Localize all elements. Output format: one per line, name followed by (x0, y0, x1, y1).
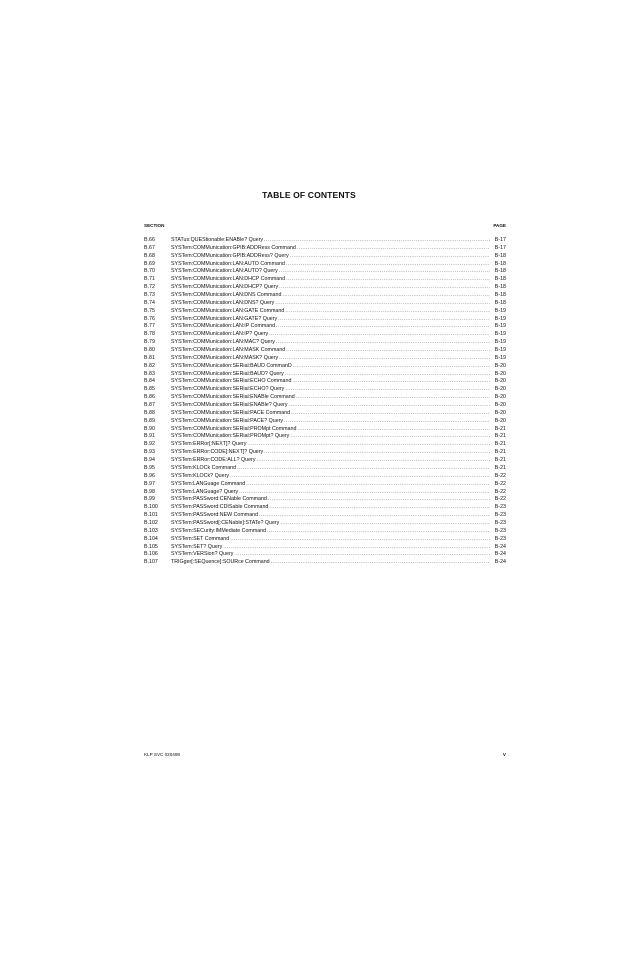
toc-section-number: B.89 (144, 417, 155, 424)
toc-dot-leader (285, 371, 490, 379)
toc-dot-leader (291, 410, 490, 418)
toc-page-number: B-21 (494, 464, 506, 471)
toc-dot-leader (269, 504, 490, 512)
toc-entry[interactable] (144, 308, 506, 316)
toc-entry-title: SYSTem:LANGuage? Query (171, 488, 239, 495)
toc-section-number: B.68 (144, 252, 155, 259)
toc-page-number: B-20 (494, 370, 506, 377)
toc-page-number: B-19 (494, 354, 506, 361)
toc-section-number: B.104 (144, 535, 158, 542)
toc-dot-leader (279, 268, 490, 276)
toc-section-number: B.83 (144, 370, 155, 377)
toc-entry-title: SYSTem:COMMunication:LAN:MASK? Query (171, 354, 279, 361)
toc-dot-leader (267, 528, 490, 536)
toc-dot-leader (237, 465, 490, 473)
toc-page-number: B-18 (494, 252, 506, 259)
toc-entry-title: SYSTem:COMMunication:SERial:BAUD CommanD (171, 362, 292, 369)
toc-dot-leader (297, 426, 490, 434)
toc-page-number: B-21 (494, 425, 506, 432)
toc-entry-title: SYSTem:KLOCk? Query (171, 472, 229, 479)
toc-section-number: B.93 (144, 449, 155, 456)
toc-entry[interactable] (144, 378, 506, 386)
toc-section-number: B.71 (144, 276, 155, 283)
toc-entry-title: SYSTem:PASSword:CDISable Command (171, 504, 269, 511)
toc-entry-title: SYSTem:COMMunication:LAN:IP? Query (171, 331, 269, 338)
toc-section-number: B.91 (144, 433, 155, 440)
toc-section-number: B.92 (144, 441, 155, 448)
toc-section-number: B.73 (144, 292, 155, 299)
toc-page-number: B-19 (494, 347, 506, 354)
toc-page-number: B-22 (494, 488, 506, 495)
toc-entry-title: SYSTem:VERSion? Query (171, 551, 234, 558)
toc-page-number: B-24 (494, 559, 506, 566)
toc-section-number: B.84 (144, 378, 155, 385)
toc-dot-leader (259, 512, 490, 520)
toc-page-number: B-22 (494, 496, 506, 503)
toc-entry-title: SYSTem:COMMunication:SERial:PROMpt Command (171, 425, 297, 432)
toc-page-number: B-17 (494, 244, 506, 251)
toc-entry[interactable] (144, 426, 506, 434)
toc-entry-title: SYSTem:COMMunication:SERial:PROMpt? Query (171, 433, 290, 440)
toc-section-number: B.78 (144, 331, 155, 338)
toc-page-number: B-21 (494, 449, 506, 456)
toc-dot-leader (285, 386, 490, 394)
toc-section-number: B.96 (144, 472, 155, 479)
toc-section-number: B.99 (144, 496, 155, 503)
toc-entry[interactable] (144, 410, 506, 418)
toc-entry[interactable] (144, 386, 506, 394)
toc-entry[interactable] (144, 276, 506, 284)
toc-page-number: B-18 (494, 299, 506, 306)
toc-entry[interactable] (144, 512, 506, 520)
toc-dot-leader (276, 339, 490, 347)
toc-dot-leader (269, 331, 490, 339)
toc-entry-title: SYSTem:COMMunication:SERial:ECHO? Query (171, 386, 285, 393)
toc-section-number: B.72 (144, 284, 155, 291)
toc-section-number: B.86 (144, 394, 155, 401)
toc-entry-title: SYSTem:KLOCk Command (171, 464, 237, 471)
toc-entry[interactable] (144, 520, 506, 528)
toc-dot-leader (230, 473, 490, 481)
toc-page-number: B-23 (494, 504, 506, 511)
toc-page-number: B-24 (494, 543, 506, 550)
toc-page-number: B-18 (494, 268, 506, 275)
toc-page-number: B-17 (494, 237, 506, 243)
toc-page-number: B-20 (494, 362, 506, 369)
toc-entry[interactable] (144, 481, 506, 489)
toc-dot-leader (276, 323, 490, 331)
toc-entry-title: SYSTem:COMMunication:LAN:AUTO Command (171, 260, 285, 267)
toc-entry[interactable] (144, 504, 506, 512)
toc-section-number: B.87 (144, 402, 155, 409)
toc-dot-leader (286, 276, 490, 284)
toc-page-number: B-18 (494, 292, 506, 299)
toc-entry[interactable] (144, 245, 506, 253)
toc-dot-leader (246, 481, 490, 489)
toc-entry[interactable] (144, 457, 506, 465)
toc-dot-leader (268, 496, 490, 504)
toc-section-number: B.80 (144, 347, 155, 354)
toc-page-number: B-19 (494, 339, 506, 346)
toc-page-number: B-23 (494, 535, 506, 542)
toc-section-number: B.67 (144, 244, 155, 251)
toc-page-number: B-19 (494, 307, 506, 314)
toc-dot-leader (239, 489, 490, 497)
toc-entry[interactable] (144, 559, 506, 567)
toc-entry-title: SYSTem:ERRor:CODE[:NEXT]? Query (171, 449, 264, 456)
toc-section-number: B.75 (144, 307, 155, 314)
toc-entry-title: SYSTem:COMMunication:LAN:GATE? Query (171, 315, 278, 322)
toc-entry-title: SYSTem:COMMunication:LAN:DNS Command (171, 292, 282, 299)
toc-dot-leader (230, 536, 490, 544)
toc-entry-title: SYSTem:COMMunication:SERial:PACE? Query (171, 417, 284, 424)
toc-dot-leader (289, 402, 490, 410)
toc-page-number: B-21 (494, 457, 506, 464)
toc-dot-leader (293, 363, 490, 371)
toc-dot-leader (280, 520, 490, 528)
toc-entry[interactable] (144, 551, 506, 559)
toc-dot-leader (234, 551, 490, 559)
toc-section-number: B.82 (144, 362, 155, 369)
toc-entry-title: SYSTem:COMMunication:LAN:DHCP Command (171, 276, 286, 283)
toc-dot-leader (285, 308, 490, 316)
toc-page-number: B-20 (494, 378, 506, 385)
toc-entry[interactable] (144, 339, 506, 347)
toc-section-number: B.69 (144, 260, 155, 267)
toc-entry[interactable] (144, 347, 506, 355)
toc-section-number: B.79 (144, 339, 155, 346)
toc-dot-leader (286, 347, 490, 355)
toc-dot-leader (284, 418, 490, 426)
toc-entry[interactable] (144, 300, 506, 308)
toc-page-number: B-20 (494, 386, 506, 393)
toc-section-number: B.94 (144, 457, 155, 464)
toc-section-number: B.103 (144, 527, 158, 534)
toc-page-number: B-24 (494, 551, 506, 558)
toc-entry[interactable] (144, 544, 506, 552)
toc-entry-title: SYSTem:COMMunication:LAN:DNS? Query (171, 299, 275, 306)
toc-section-number: B.107 (144, 559, 158, 566)
toc-page-number: B-23 (494, 519, 506, 526)
toc-entry[interactable] (144, 418, 506, 426)
toc-section-number: B.70 (144, 268, 155, 275)
toc-dot-leader (256, 457, 490, 465)
toc-section-number: B.77 (144, 323, 155, 330)
toc-entry-title: SYSTem:COMMunication:LAN:MAC? Query (171, 339, 275, 346)
toc-page-number: B-18 (494, 284, 506, 291)
toc-dot-leader (278, 316, 490, 324)
toc-dot-leader (296, 394, 490, 402)
toc-dot-leader (282, 292, 490, 300)
toc-entry[interactable] (144, 449, 506, 457)
toc-entry-title: SYSTem:COMMunication:SERial:BAUD? Query (171, 370, 284, 377)
toc-section-number: B.102 (144, 519, 158, 526)
toc-section-number: B.90 (144, 425, 155, 432)
toc-page-number: B-18 (494, 276, 506, 283)
toc-entry[interactable] (144, 473, 506, 481)
toc-entry-title: STATus:QUEStionable:ENABle? Query (171, 237, 264, 243)
toc-entry[interactable] (144, 402, 506, 410)
toc-entry-title: SYSTem:COMMunication:LAN:GATE Command (171, 307, 285, 314)
toc-entry-title: SYSTem:COMMunication:LAN:IP Command (171, 323, 276, 330)
toc-entry[interactable] (144, 323, 506, 331)
toc-entry[interactable] (144, 292, 506, 300)
toc-entry-title: SYSTem:COMMunication:SERial:ECHO Command (171, 378, 292, 385)
toc-entry-title: SYSTem:COMMunication:SERial:ENABle Command (171, 394, 295, 401)
toc-section-number: B.74 (144, 299, 155, 306)
toc-page-number: B-20 (494, 409, 506, 416)
toc-entry-title: TRIGger[:SEQuence]:SOURce Command (171, 559, 270, 566)
toc-entry[interactable] (144, 371, 506, 379)
toc-page-number: B-19 (494, 315, 506, 322)
toc-entry-title: SYSTem:ERRor:CODE:ALL? Query (171, 457, 256, 464)
toc-dot-leader (271, 559, 490, 567)
toc-page-number: B-23 (494, 512, 506, 519)
toc-entry-title: SYSTem:ERRor[:NEXT]? Query (171, 441, 247, 448)
footer-document-id: KLP SVC 020498 (144, 752, 180, 757)
toc-dot-leader (223, 544, 490, 552)
toc-page-number: B-22 (494, 480, 506, 487)
toc-page-number: B-20 (494, 417, 506, 424)
toc-entry[interactable] (144, 489, 506, 497)
toc-section-number: B.98 (144, 488, 155, 495)
toc-dot-leader (275, 300, 490, 308)
toc-page-number: B-19 (494, 331, 506, 338)
toc-page-number: B-21 (494, 433, 506, 440)
toc-entry[interactable] (144, 284, 506, 292)
toc-entry-title: SYSTem:COMMunication:SERial:PACE Command (171, 409, 291, 416)
toc-section-number: B.106 (144, 551, 158, 558)
toc-page-number: B-20 (494, 394, 506, 401)
toc-page-number: B-21 (494, 441, 506, 448)
toc-section-number: B.88 (144, 409, 155, 416)
toc-section-number: B.95 (144, 464, 155, 471)
toc-entry-title: SYSTem:COMMunication:SERial:ENABle? Query (171, 402, 288, 409)
toc-entry-title: SYSTem:PASSword:CENable Command (171, 496, 267, 503)
toc-entry[interactable] (144, 394, 506, 402)
toc-entry[interactable] (144, 465, 506, 473)
toc-section-number: B.85 (144, 386, 155, 393)
toc-entry[interactable] (144, 261, 506, 269)
toc-entry[interactable] (144, 355, 506, 363)
toc-page-number: B-22 (494, 472, 506, 479)
toc-entry-title: SYSTem:SECurity:IMMediate Command (171, 527, 267, 534)
toc-entry[interactable] (144, 253, 506, 261)
toc-page-number: B-19 (494, 323, 506, 330)
toc-entry-title: SYSTem:SET? Query (171, 543, 223, 550)
toc-entry[interactable] (144, 441, 506, 449)
toc-entry-title: SYSTem:COMMunication:LAN:AUTO? Query (171, 268, 278, 275)
toc-dot-leader (247, 441, 490, 449)
toc-section-number: B.100 (144, 504, 158, 511)
toc-dot-leader (290, 433, 490, 441)
toc-dot-leader (279, 355, 490, 363)
toc-entry-title: SYSTem:LANGuage Command (171, 480, 246, 487)
toc-dot-leader (297, 245, 490, 253)
footer-page-number: V (502, 752, 506, 757)
toc-section-number: B.97 (144, 480, 155, 487)
toc-dot-leader (292, 378, 490, 386)
toc-entry[interactable] (144, 363, 506, 371)
toc-page-number: B-23 (494, 527, 506, 534)
toc-entry-title: SYSTem:COMMunication:GPIB:ADDRess? Query (171, 252, 289, 259)
toc-section-number: B.105 (144, 543, 158, 550)
toc-entry[interactable] (144, 331, 506, 339)
toc-dot-leader (264, 237, 490, 245)
toc-entry[interactable] (144, 268, 506, 276)
toc-entry-title: SYSTem:COMMunication:LAN:DHCP? Query (171, 284, 279, 291)
toc-section-number: B.81 (144, 354, 155, 361)
toc-entry-title: SYSTem:SET Command (171, 535, 230, 542)
toc-entry-title: SYSTem:PASSword[:CENable]:STATe? Query (171, 519, 280, 526)
toc-section-number: B.76 (144, 315, 155, 322)
toc-dot-leader (264, 449, 490, 457)
toc-entry[interactable] (144, 496, 506, 504)
toc-dot-leader (290, 253, 490, 261)
toc-section-number: B.66 (144, 237, 155, 243)
toc-page-number: B-18 (494, 260, 506, 267)
toc-entry[interactable] (144, 316, 506, 324)
toc-entry[interactable] (144, 433, 506, 441)
toc-entry[interactable] (144, 536, 506, 544)
page-title: TABLE OF CONTENTS (262, 190, 356, 200)
toc-entry-title: SYSTem:COMMunication:LAN:MASK Command (171, 347, 286, 354)
toc-list (144, 237, 506, 567)
toc-entry-title: SYSTem:PASSword:NEW Command (171, 512, 259, 519)
toc-dot-leader (286, 261, 490, 269)
toc-entry-title: SYSTem:COMMunication:GPIB:ADDRess Command (171, 244, 296, 251)
toc-section-number: B.101 (144, 512, 158, 519)
page-column-header: PAGE (493, 223, 506, 228)
toc-page-number: B-20 (494, 402, 506, 409)
toc-dot-leader (279, 284, 490, 292)
toc-entry[interactable] (144, 237, 506, 245)
toc-entry[interactable] (144, 528, 506, 536)
section-column-header: SECTION (144, 223, 165, 228)
